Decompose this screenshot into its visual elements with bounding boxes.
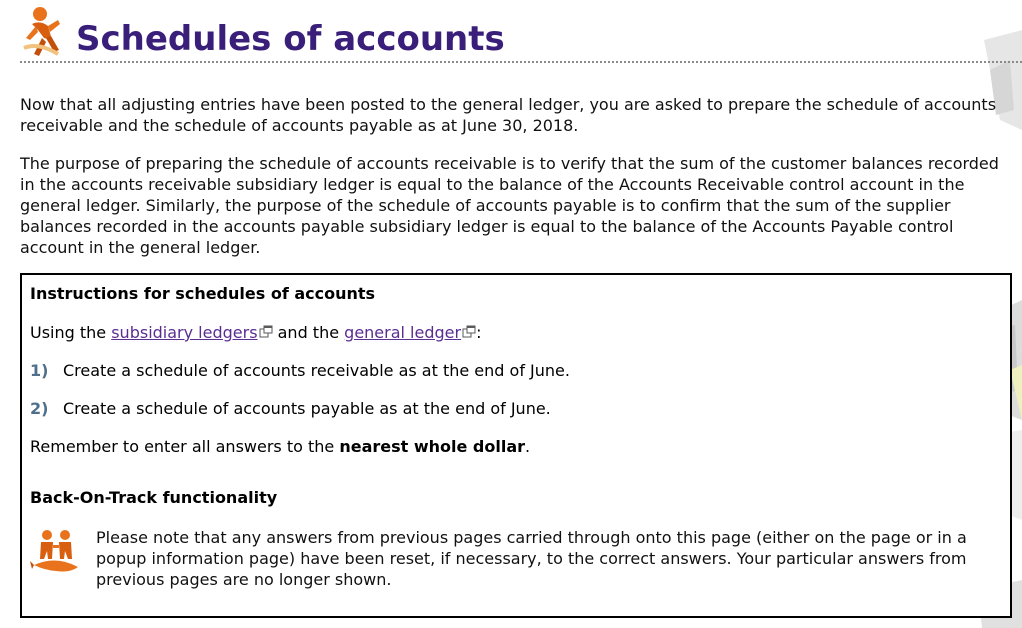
intro-paragraph-2: The purpose of preparing the schedule of accounts receivable is to verify that the sum of the customer balances recorded in the accounts receivable subsidiary ledger is equal to the balance of the Accounts Receivable control account in the general ledger. Similarly, the purpose of the schedule of accounts payable is to confirm that the sum of the supplier balances recorded in the accounts payable subsidiary ledger is equal to the balance of the Accounts Payable control account in the general ledger. xyxy=(20,154,999,257)
instructions-heading: Instructions for schedules of accounts xyxy=(30,284,376,303)
step-number: 1) xyxy=(30,361,49,380)
step-number: 2) xyxy=(30,399,49,418)
step-text: Create a schedule of accounts payable as at the end of June. xyxy=(63,399,551,418)
title-divider xyxy=(20,61,1022,63)
and-the-text: and the xyxy=(272,323,345,342)
step-text: Create a schedule of accounts receivable as at the end of June. xyxy=(63,361,570,380)
general-ledger-link[interactable] xyxy=(344,323,461,342)
reminder-suffix: . xyxy=(525,437,531,456)
external-window-icon[interactable] xyxy=(462,325,476,339)
running-figure-icon xyxy=(18,4,64,58)
external-window-icon[interactable] xyxy=(259,325,273,339)
intro-paragraph-1: Now that all adjusting entries have been posted to the general ledger, you are asked to prepare the schedule of accounts receivable and the schedule of accounts payable as at June 30, 2018. xyxy=(20,95,997,135)
using-prefix: Using the xyxy=(30,323,112,342)
rounding-reminder xyxy=(30,436,530,458)
step-item xyxy=(30,360,570,382)
using-ledgers-line xyxy=(30,322,481,344)
subsidiary-ledgers-link-text: subsidiary ledgers xyxy=(111,323,258,342)
using-suffix: : xyxy=(476,323,482,342)
general-ledger-link-text: general ledger xyxy=(344,323,462,342)
subsidiary-ledgers-link[interactable] xyxy=(111,323,257,342)
back-on-track-heading: Back-On-Track functionality xyxy=(30,488,278,507)
instructions-box xyxy=(20,273,1012,618)
reminder-emphasis: nearest whole dollar xyxy=(339,437,526,456)
back-on-track-icon xyxy=(30,527,82,577)
step-item xyxy=(30,398,551,420)
reminder-prefix: Remember to enter all answers to the xyxy=(30,437,340,456)
page-title: Schedules of accounts xyxy=(76,19,505,59)
back-on-track-text: Please note that any answers from previous pages carried through onto this page (either on the page or in a popup information page) have been reset, if necessary, to the correct answers. Your particular answers from previous pages are no longer shown. xyxy=(96,528,967,589)
